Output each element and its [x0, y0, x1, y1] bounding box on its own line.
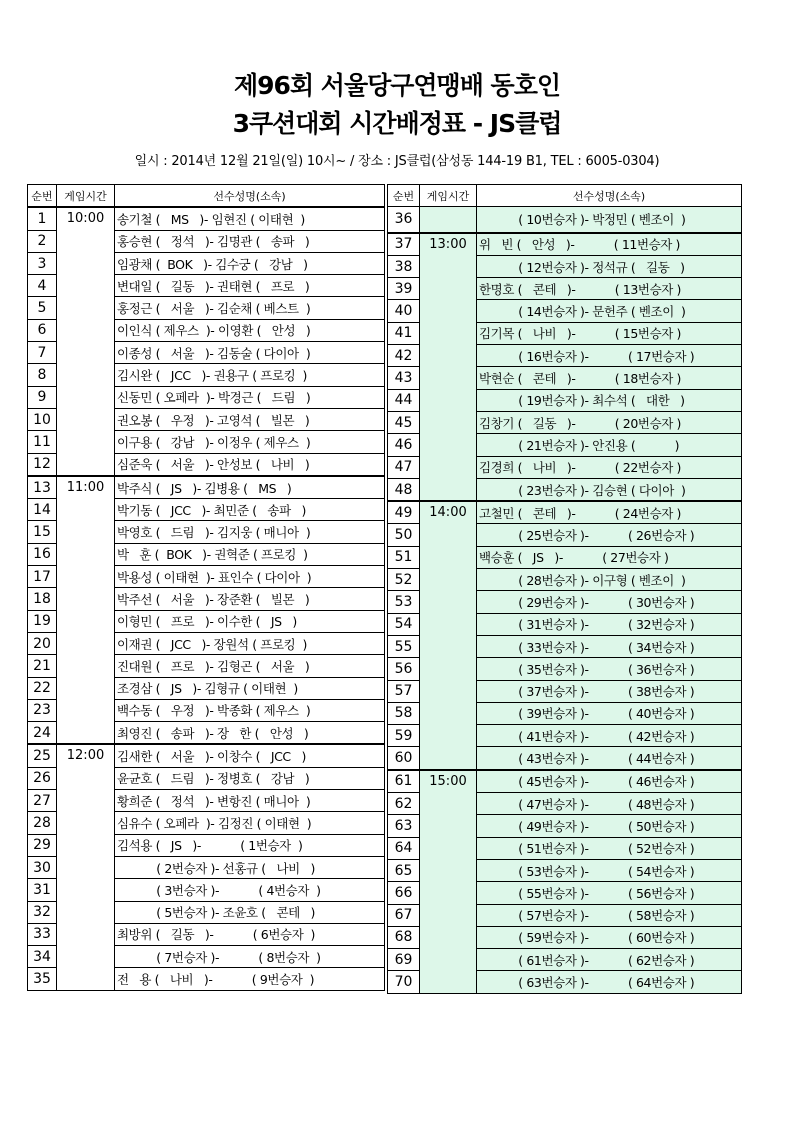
match-players: 고철민 ( 콘테 )- ( 24번승자 )	[477, 501, 742, 524]
match-players: ( 35번승자 )- ( 36번승자 )	[477, 658, 742, 680]
match-players: 신동민 ( 오페라 )- 박경근 ( 드림 )	[115, 386, 385, 408]
match-players: 이인식 ( 제우스 )- 이영환 ( 안성 )	[115, 319, 385, 341]
match-players: ( 16번승자 )- ( 17번승자 )	[477, 345, 742, 367]
match-players: ( 57번승자 )- ( 58번승자 )	[477, 904, 742, 926]
match-players: 박기동 ( JCC )- 최민준 ( 송파 )	[115, 499, 385, 521]
match-players: 조경삼 ( JS )- 김형규 ( 이태현 )	[115, 677, 385, 699]
match-players: 박용성 ( 이태현 )- 표인수 ( 다이아 )	[115, 566, 385, 588]
header-player: 선수성명(소속)	[115, 185, 385, 208]
table-row	[388, 770, 742, 793]
match-number: 4	[28, 275, 57, 297]
match-players: ( 61번승자 )- ( 62번승자 )	[477, 949, 742, 971]
match-players: 홍승현 ( 정석 )- 김명관 ( 송파 )	[115, 230, 385, 252]
match-number: 48	[388, 478, 420, 501]
match-players: ( 41번승자 )- ( 42번승자 )	[477, 725, 742, 747]
match-number: 62	[388, 793, 420, 815]
game-time: 13:00	[420, 233, 477, 502]
event-info: 일시 : 2014년 12월 21일(일) 10시~ / 장소 : JS클럽(삼성동 144-19 B1, TEL : 6005-0304)	[134, 154, 660, 169]
match-number: 1	[28, 207, 57, 230]
match-players: ( 51번승자 )- ( 52번승자 )	[477, 837, 742, 859]
game-time: 12:00	[57, 744, 115, 990]
match-number: 56	[388, 658, 420, 680]
match-players: 송기철 ( MS )- 임현진 ( 이태현 )	[115, 207, 385, 230]
match-number: 39	[388, 278, 420, 300]
match-number: 8	[28, 364, 57, 386]
match-number: 61	[388, 770, 420, 793]
match-number: 14	[28, 499, 57, 521]
match-players: ( 25번승자 )- ( 26번승자 )	[477, 524, 742, 546]
header-no: 순번	[388, 185, 420, 207]
match-players: 이형민 ( 프로 )- 이수한 ( JS )	[115, 610, 385, 632]
title-line-2: 3쿠션대회 시간배정표 - JS클럽	[232, 109, 562, 138]
game-time: 14:00	[420, 501, 477, 770]
match-players: 김시완 ( JCC )- 권용구 ( 프로킹 )	[115, 364, 385, 386]
match-number: 47	[388, 456, 420, 478]
match-number: 66	[388, 882, 420, 904]
match-number: 24	[28, 722, 57, 745]
table-row	[388, 501, 742, 524]
match-number: 16	[28, 543, 57, 565]
match-players: 백승훈 ( JS )- ( 27번승자 )	[477, 546, 742, 568]
match-players: 변대일 ( 길동 )- 권태현 ( 프로 )	[115, 275, 385, 297]
match-players: 백수동 ( 우정 )- 박종화 ( 제우스 )	[115, 699, 385, 721]
match-number: 49	[388, 501, 420, 524]
match-players: 전 용 ( 나비 )- ( 9번승자 )	[115, 968, 385, 990]
match-number: 42	[388, 345, 420, 367]
table-row	[28, 207, 385, 230]
match-players: 김기목 ( 나비 )- ( 15번승자 )	[477, 322, 742, 344]
match-players: 이구용 ( 강남 )- 이정우 ( 제우스 )	[115, 431, 385, 453]
table-row	[388, 233, 742, 256]
match-number: 43	[388, 367, 420, 389]
match-players: 김창기 ( 길동 )- ( 20번승자 )	[477, 411, 742, 433]
game-time: 11:00	[57, 476, 115, 745]
match-players: 박현순 ( 콘테 )- ( 18번승자 )	[477, 367, 742, 389]
match-players: 김석용 ( JS )- ( 1번승자 )	[115, 834, 385, 856]
match-players: ( 12번승자 )- 정석규 ( 길동 )	[477, 255, 742, 277]
match-players: ( 47번승자 )- ( 48번승자 )	[477, 793, 742, 815]
match-players: ( 28번승자 )- 이구형 ( 벤조이 )	[477, 569, 742, 591]
match-number: 3	[28, 252, 57, 274]
match-players: ( 10번승자 )- 박정민 ( 벤조이 )	[477, 207, 742, 233]
match-number: 22	[28, 677, 57, 699]
match-players: ( 37번승자 )- ( 38번승자 )	[477, 680, 742, 702]
schedule-table-left	[27, 184, 385, 991]
match-number: 68	[388, 926, 420, 948]
table-row	[28, 476, 385, 499]
match-number: 65	[388, 859, 420, 881]
title-line-1: 제96회 서울당구연맹배 동호인	[234, 71, 560, 100]
match-players: 김경희 ( 나비 )- ( 22번승자 )	[477, 456, 742, 478]
match-players: ( 49번승자 )- ( 50번승자 )	[477, 815, 742, 837]
match-players: ( 7번승자 )- ( 8번승자 )	[115, 946, 385, 968]
match-number: 28	[28, 812, 57, 834]
match-number: 35	[28, 968, 57, 990]
match-number: 45	[388, 411, 420, 433]
match-players: ( 39번승자 )- ( 40번승자 )	[477, 702, 742, 724]
table-row	[388, 207, 742, 233]
match-number: 55	[388, 635, 420, 657]
match-players: ( 2번승자 )- 선홍규 ( 나비 )	[115, 856, 385, 878]
match-number: 9	[28, 386, 57, 408]
match-players: 홍정근 ( 서울 )- 김순채 ( 베스트 )	[115, 297, 385, 319]
match-number: 53	[388, 591, 420, 613]
match-number: 25	[28, 744, 57, 767]
match-players: 이재권 ( JCC )- 장원석 ( 프로킹 )	[115, 632, 385, 654]
match-players: 임광채 ( BOK )- 김수궁 ( 강남 )	[115, 252, 385, 274]
schedule-table-right	[387, 184, 742, 994]
match-number: 21	[28, 655, 57, 677]
match-number: 40	[388, 300, 420, 322]
match-players: ( 21번승자 )- 안진용 ( )	[477, 434, 742, 456]
match-players: 김새한 ( 서울 )- 이창수 ( JCC )	[115, 744, 385, 767]
match-players: ( 3번승자 )- ( 4번승자 )	[115, 879, 385, 901]
header-player: 선수성명(소속)	[477, 185, 742, 207]
match-number: 11	[28, 431, 57, 453]
match-players: 박주선 ( 서울 )- 장준환 ( 빌몬 )	[115, 588, 385, 610]
match-players: 황희준 ( 정석 )- 변항진 ( 매니아 )	[115, 790, 385, 812]
match-number: 70	[388, 971, 420, 993]
match-number: 23	[28, 699, 57, 721]
match-players: 이종성 ( 서울 )- 김동술 ( 다이아 )	[115, 342, 385, 364]
match-number: 34	[28, 946, 57, 968]
match-number: 2	[28, 230, 57, 252]
match-number: 69	[388, 949, 420, 971]
match-players: 최방위 ( 길동 )- ( 6번승자 )	[115, 923, 385, 945]
match-number: 32	[28, 901, 57, 923]
match-players: ( 43번승자 )- ( 44번승자 )	[477, 747, 742, 770]
match-number: 29	[28, 834, 57, 856]
header-no: 순번	[28, 185, 57, 208]
match-players: 권오봉 ( 우정 )- 고영석 ( 빌몬 )	[115, 408, 385, 430]
match-number: 33	[28, 923, 57, 945]
match-number: 44	[388, 389, 420, 411]
game-time: 10:00	[57, 207, 115, 476]
match-number: 67	[388, 904, 420, 926]
match-number: 30	[28, 856, 57, 878]
match-players: ( 31번승자 )- ( 32번승자 )	[477, 613, 742, 635]
match-number: 64	[388, 837, 420, 859]
header-time: 게임시간	[57, 185, 115, 208]
match-number: 46	[388, 434, 420, 456]
match-number: 50	[388, 524, 420, 546]
game-time: 15:00	[420, 770, 477, 993]
match-number: 60	[388, 747, 420, 770]
match-players: ( 23번승자 )- 김승현 ( 다이아 )	[477, 478, 742, 501]
match-number: 18	[28, 588, 57, 610]
game-time-empty	[420, 207, 477, 233]
match-players: 한명호 ( 콘테 )- ( 13번승자 )	[477, 278, 742, 300]
match-number: 12	[28, 453, 57, 476]
match-players: ( 55번승자 )- ( 56번승자 )	[477, 882, 742, 904]
match-number: 51	[388, 546, 420, 568]
match-number: 36	[388, 207, 420, 233]
match-players: ( 5번승자 )- 조윤호 ( 콘테 )	[115, 901, 385, 923]
table-row	[28, 744, 385, 767]
match-players: ( 59번승자 )- ( 60번승자 )	[477, 926, 742, 948]
match-players: ( 19번승자 )- 최수석 ( 대한 )	[477, 389, 742, 411]
match-players: 박 훈 ( BOK )- 권혁준 ( 프로킹 )	[115, 543, 385, 565]
header-time: 게임시간	[420, 185, 477, 207]
match-players: ( 33번승자 )- ( 34번승자 )	[477, 635, 742, 657]
match-number: 31	[28, 879, 57, 901]
match-players: ( 14번승자 )- 문헌주 ( 벤조이 )	[477, 300, 742, 322]
match-number: 37	[388, 233, 420, 256]
match-players: 심준욱 ( 서울 )- 안성보 ( 나비 )	[115, 453, 385, 476]
match-players: 박영호 ( 드림 )- 김지웅 ( 매니아 )	[115, 521, 385, 543]
match-number: 6	[28, 319, 57, 341]
match-number: 52	[388, 569, 420, 591]
match-number: 59	[388, 725, 420, 747]
match-number: 5	[28, 297, 57, 319]
match-number: 54	[388, 613, 420, 635]
match-number: 27	[28, 790, 57, 812]
match-number: 10	[28, 408, 57, 430]
match-players: 윤균호 ( 드림 )- 정병호 ( 강남 )	[115, 767, 385, 789]
match-players: ( 53번승자 )- ( 54번승자 )	[477, 859, 742, 881]
match-number: 57	[388, 680, 420, 702]
match-number: 58	[388, 702, 420, 724]
match-number: 41	[388, 322, 420, 344]
match-number: 7	[28, 342, 57, 364]
match-number: 19	[28, 610, 57, 632]
match-players: ( 63번승자 )- ( 64번승자 )	[477, 971, 742, 993]
match-number: 17	[28, 566, 57, 588]
match-number: 20	[28, 632, 57, 654]
match-number: 26	[28, 767, 57, 789]
match-number: 63	[388, 815, 420, 837]
match-players: 심유수 ( 오페라 )- 김정진 ( 이태현 )	[115, 812, 385, 834]
match-players: 진대원 ( 프로 )- 김형곤 ( 서울 )	[115, 655, 385, 677]
match-players: ( 45번승자 )- ( 46번승자 )	[477, 770, 742, 793]
match-number: 15	[28, 521, 57, 543]
match-number: 38	[388, 255, 420, 277]
match-players: 박주식 ( JS )- 김병용 ( MS )	[115, 476, 385, 499]
match-number: 13	[28, 476, 57, 499]
match-players: ( 29번승자 )- ( 30번승자 )	[477, 591, 742, 613]
match-players: 위 빈 ( 안성 )- ( 11번승자 )	[477, 233, 742, 256]
match-players: 최영진 ( 송파 )- 장 한 ( 안성 )	[115, 722, 385, 745]
